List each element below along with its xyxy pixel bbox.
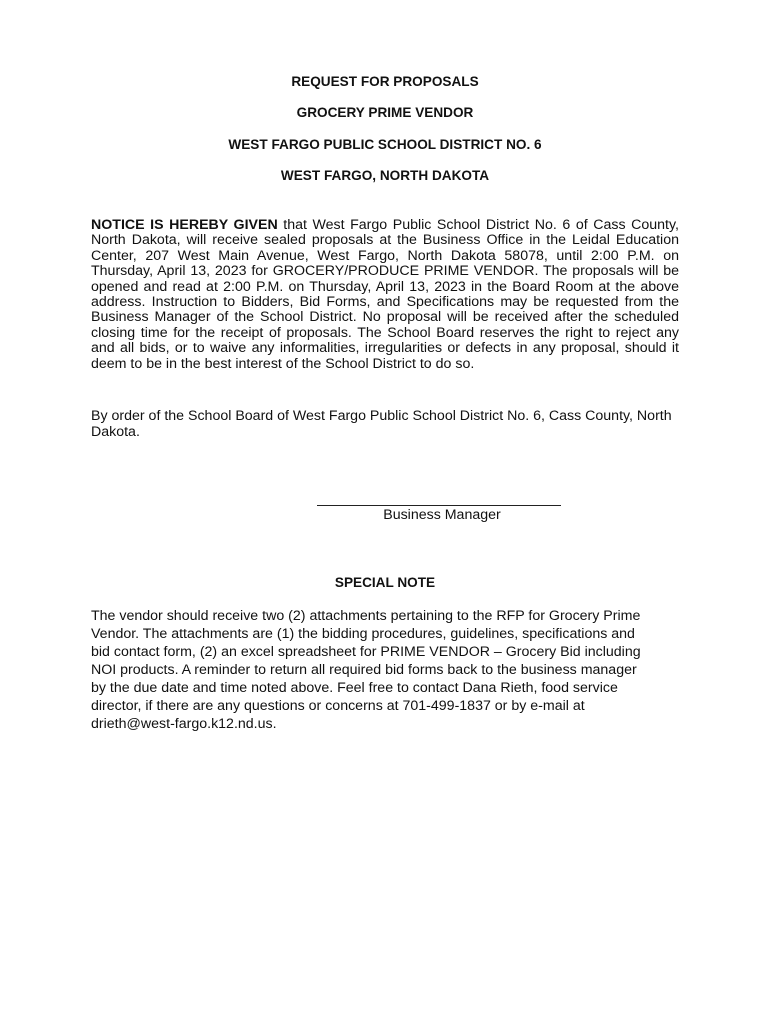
special-note-paragraph bbox=[91, 607, 691, 733]
special-note-line: by the due date and time noted above. Feel free to contact Dana Rieth, food service bbox=[91, 680, 618, 696]
signature-line bbox=[317, 505, 561, 506]
order-paragraph: By order of the School Board of West Fargo Public School District No. 6, Cass County, North Dakota. bbox=[91, 408, 672, 440]
title-school-district: WEST FARGO PUBLIC SCHOOL DISTRICT NO. 6 bbox=[228, 137, 542, 152]
notice-paragraph bbox=[91, 218, 679, 372]
notice-lead: NOTICE IS HEREBY GIVEN bbox=[91, 217, 278, 233]
title-request-for-proposals: REQUEST FOR PROPOSALS bbox=[291, 74, 479, 89]
title-location: WEST FARGO, NORTH DAKOTA bbox=[280, 168, 490, 183]
special-note-line: NOI products. A reminder to return all required bid forms back to the business manager bbox=[91, 662, 637, 678]
special-note-line: director, if there are any questions or concerns at 701-499-1837 or by e-mail at bbox=[91, 698, 585, 714]
special-note-email-line: drieth@west-fargo.k12.nd.us. bbox=[91, 716, 277, 732]
special-note-title: SPECIAL NOTE bbox=[334, 575, 436, 590]
special-note-line: The vendor should receive two (2) attachments pertaining to the RFP for Grocery Prime bbox=[91, 608, 641, 624]
signature-label: Business Manager bbox=[383, 507, 501, 523]
notice-text: that West Fargo Public School District No. 6 of Cass County, North Dakota, will receive sealed proposals at the Business Office in the Leidal Education Center, 207 West Main Avenue, West Fargo, North Dakota 58078, until 2:00 P.M. on Thursday, April 13, 2023 for GROCERY/PRODUCE PRIME VENDOR. The proposals will be opened and read at 2:00 P.M. on Thursday, April 13, 2023 in the Board Room at the above address. Instruction to Bidders, Bid Forms, and Specifications may be requested from the Business Manager of the School District. No proposal will be received after the scheduled closing time for the receipt of proposals. The School Board reserves the right to reject any and all bids, or to waive any informalities, irregularities or defects in any proposal, should it deem to be in the best interest of the School District to do so. bbox=[91, 217, 679, 372]
title-grocery-prime-vendor: GROCERY PRIME VENDOR bbox=[296, 105, 474, 120]
special-note-line: Vendor. The attachments are (1) the bidding procedures, guidelines, specifications and bbox=[91, 626, 635, 642]
special-note-line: bid contact form, (2) an excel spreadsheet for PRIME VENDOR – Grocery Bid including bbox=[91, 644, 641, 660]
